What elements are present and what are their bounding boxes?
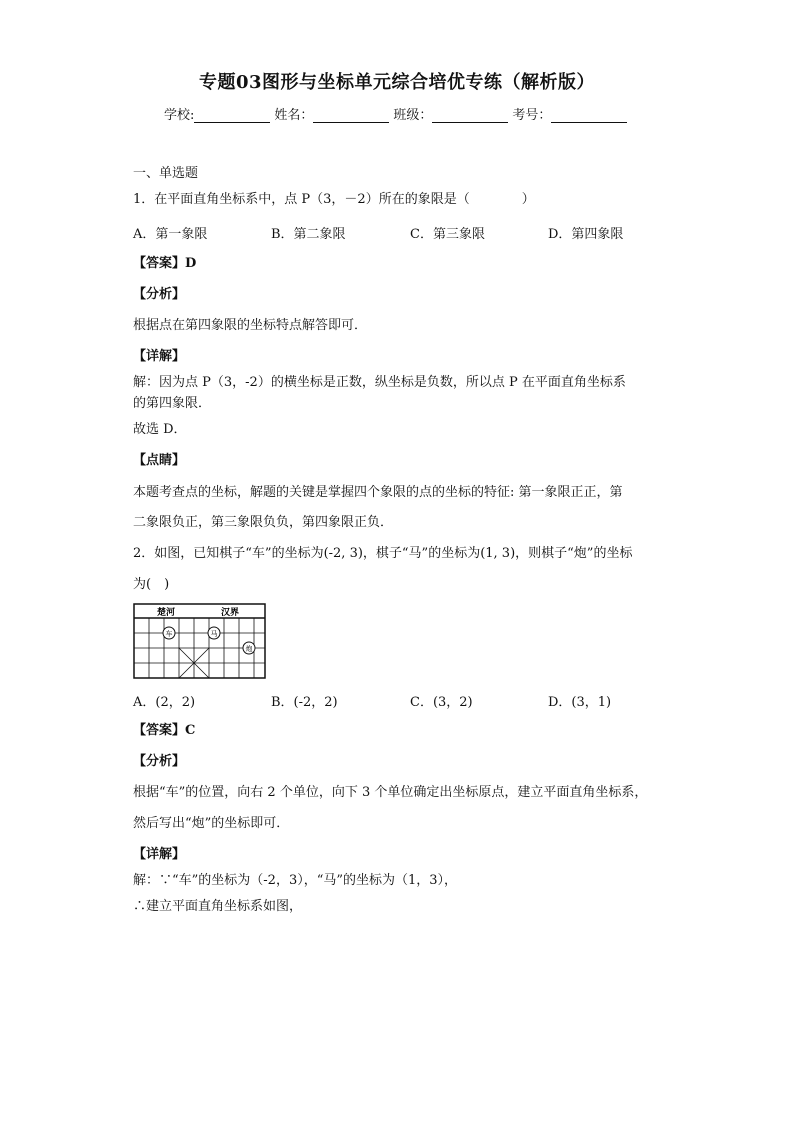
q2-analysis-heading: 【分析】	[133, 754, 186, 769]
q2-option-c: C．(3，2)	[410, 695, 473, 710]
q2-stem-line2: 为( )	[133, 577, 170, 592]
board-border	[134, 604, 265, 678]
name-blank[interactable]	[313, 108, 389, 123]
school-label: 学校:	[164, 108, 195, 123]
document-title: 专题03图形与坐标单元综合培优专练（解析版）	[198, 72, 596, 93]
q1-comment-line2: 二象限负正，第三象限负负，第四象限正负．	[133, 515, 394, 530]
q1-comment-line1: 本题考查点的坐标，解题的关键是掌握四个象限的点的坐标的特征: 第一象限正正，第	[133, 485, 623, 500]
q2-detail-line2: ∴建立平面直角坐标系如图，	[133, 899, 303, 914]
school-blank[interactable]	[194, 108, 270, 123]
cannon-piece-label: 炮	[245, 645, 253, 653]
q1-option-a: A．第一象限	[133, 227, 208, 242]
student-info-fields	[164, 104, 631, 123]
class-blank[interactable]	[432, 108, 508, 123]
q2-detail-heading: 【详解】	[133, 847, 186, 862]
q2-option-b: B．(-2，2)	[271, 695, 338, 710]
horse-piece-label: 马	[210, 630, 218, 638]
q2-stem-line1: 2．如图，已知棋子“车”的坐标为(-2, 3)，棋子“马”的坐标为(1, 3)，则棋子“炮”的坐标	[133, 546, 633, 561]
exam-number-field	[512, 104, 631, 123]
q1-detail-heading: 【详解】	[133, 349, 186, 364]
q1-detail-line2: 的第四象限．	[133, 396, 212, 411]
q2-analysis-line1: 根据“车”的位置，向右 2 个单位，向下 3 个单位确定出坐标原点，建立平面直角坐标系，	[133, 785, 648, 800]
q1-analysis-heading: 【分析】	[133, 287, 186, 302]
q1-stem: 1．在平面直角坐标系中，点 P（3，－2）所在的象限是（ ）	[133, 192, 535, 207]
q2-option-d: D．(3，1)	[548, 695, 612, 710]
q1-option-c: C．第三象限	[410, 227, 485, 242]
chessboard-figure	[133, 603, 266, 679]
river-label-right: 汉界	[221, 608, 240, 618]
q2-detail-line1: 解：∵“车”的坐标为（-2，3），“马”的坐标为（1，3），	[133, 873, 458, 888]
q2-analysis-line2: 然后写出“炮”的坐标即可．	[133, 816, 290, 831]
q2-option-a: A．(2，2)	[133, 695, 196, 710]
q1-detail-line3: 故选 D．	[133, 422, 187, 437]
q1-answer: 【答案】D	[133, 256, 197, 271]
class-field	[393, 104, 512, 123]
section-heading: 一、单选题	[133, 166, 199, 181]
exam-number-label: 考号：	[512, 108, 552, 123]
class-label: 班级：	[393, 108, 433, 123]
school-field	[164, 104, 274, 123]
q1-analysis: 根据点在第四象限的坐标特点解答即可．	[133, 318, 368, 333]
q1-option-b: B．第二象限	[271, 227, 346, 242]
q2-answer: 【答案】C	[133, 723, 196, 738]
exam-number-blank[interactable]	[551, 108, 627, 123]
q1-detail-line1: 解：因为点 P（3，-2）的横坐标是正数，纵坐标是负数，所以点 P 在平面直角坐标系	[133, 375, 626, 390]
q1-comment-heading: 【点睛】	[133, 453, 186, 468]
name-label: 姓名：	[274, 108, 314, 123]
chariot-piece-label: 车	[165, 630, 173, 638]
q1-option-d: D．第四象限	[548, 227, 624, 242]
name-field	[274, 104, 393, 123]
river-label-left: 楚河	[157, 608, 176, 618]
